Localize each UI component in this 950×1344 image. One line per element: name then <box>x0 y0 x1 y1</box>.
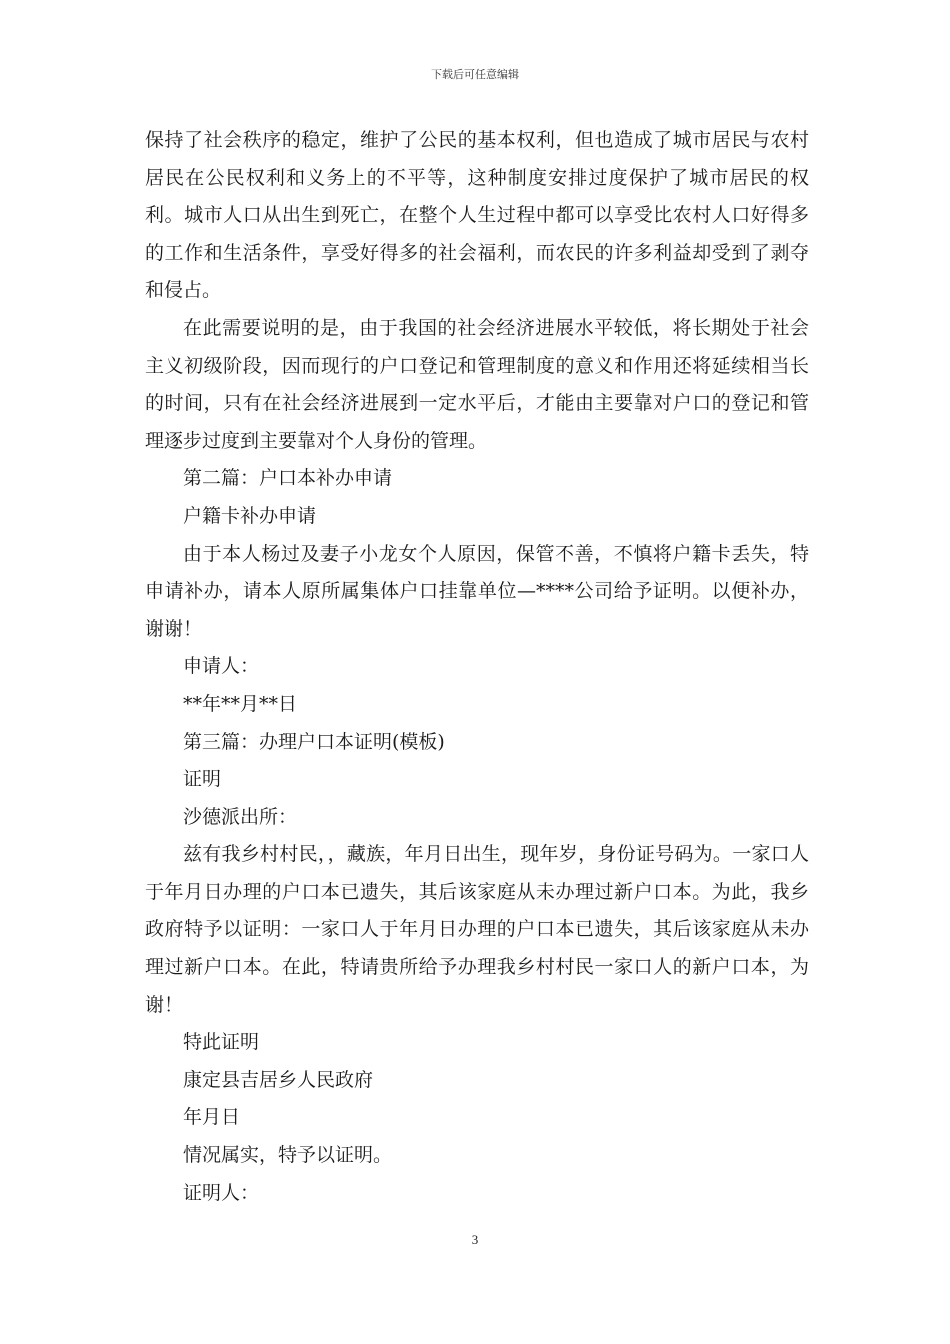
page-number: 3 <box>471 1232 479 1247</box>
section-heading-part-two: 第二篇：户口本补办申请 <box>183 467 393 490</box>
certificate-closing: 特此证明 <box>183 1031 260 1054</box>
page-header: 下载后可任意编辑 <box>431 68 519 81</box>
document-body <box>145 122 809 1212</box>
certificate-body: 兹有我乡村村民，，藏族，年月日出生，现年岁，身份证号码为。一家口人于年月日办理的户口本已遗失，其后该家庭从未办理过新户口本。为此，我乡政府特予以证明：一家口人于年月日办理的户口本已遗失，其后该家庭从未办理过新户口本。在此，特请贵所给予办理我乡村村民一家口人的新户口本，为谢！ <box>145 843 809 1016</box>
application-body: 由于本人杨过及妻子小龙女个人原因，保管不善，不慎将户籍卡丢失，特申请补办，请本人原所属集体户口挂靠单位—****公司给予证明。以便补办，谢谢！ <box>145 542 809 640</box>
verification-statement: 情况属实，特予以证明。 <box>183 1144 393 1167</box>
paragraph-explanation: 在此需要说明的是，由于我国的社会经济进展水平较低，将长期处于社会主义初级阶段，因而现行的户口登记和管理制度的意义和作用还将延续相当长的时间，只有在社会经济进展到一定水平后，才能由主要靠对户口的登记和管理逐步过度到主要靠对个人身份的管理。 <box>145 316 809 452</box>
witness-label: 证明人： <box>183 1181 260 1204</box>
application-title: 户籍卡补办申请 <box>183 504 317 527</box>
application-date: **年**月**日 <box>183 692 298 715</box>
certificate-addressee: 沙德派出所： <box>183 805 298 828</box>
issuing-authority: 康定县吉居乡人民政府 <box>183 1068 374 1091</box>
certificate-title: 证明 <box>183 768 222 791</box>
certificate-date: 年月日 <box>183 1106 241 1129</box>
section-heading-part-three: 第三篇：办理户口本证明(模板) <box>183 730 445 753</box>
paragraph-continuation: 保持了社会秩序的稳定，维护了公民的基本权利，但也造成了城市居民与农村居民在公民权利和义务上的不平等，这种制度安排过度保护了城市居民的权利。城市人口从出生到死亡，在整个人生过程中都可以享受比农村人口好得多的工作和生活条件，享受好得多的社会福利，而农民的许多利益却受到了剥夺和侵占。 <box>145 129 809 302</box>
applicant-label: 申请人： <box>183 655 260 678</box>
